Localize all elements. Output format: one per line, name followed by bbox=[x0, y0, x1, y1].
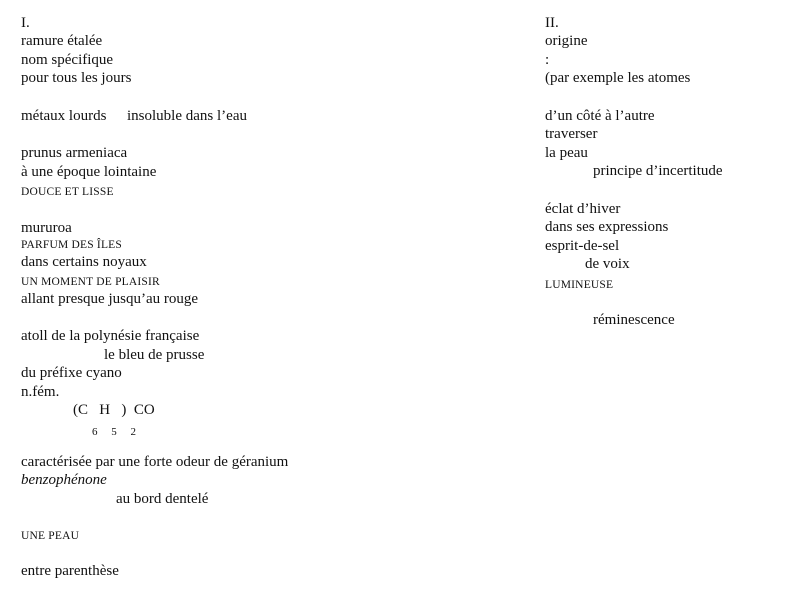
poem-line: à une époque lointaine bbox=[21, 164, 157, 180]
poem-line: n.fém. bbox=[21, 384, 60, 400]
poem-line-caps: UNE PEAU bbox=[21, 530, 80, 542]
poem-line: d’un côté à l’autre bbox=[545, 108, 655, 124]
poem-line: atoll de la polynésie française bbox=[21, 328, 200, 344]
poem-line-italic: benzophénone bbox=[21, 472, 107, 488]
poem-line: : bbox=[545, 52, 550, 68]
poem-line: éclat d’hiver bbox=[545, 201, 621, 217]
poem-line-caps: UN MOMENT DE PLAISIR bbox=[21, 276, 160, 288]
poem-line-caps: LUMINEUSE bbox=[545, 279, 614, 291]
poem-line: traverser bbox=[545, 126, 598, 142]
poem-line: du préfixe cyano bbox=[21, 365, 122, 381]
poem-line: insoluble dans l’eau bbox=[127, 108, 247, 124]
poem-line: dans ses expressions bbox=[545, 219, 669, 235]
poem-line: dans certains noyaux bbox=[21, 254, 147, 270]
chemical-formula: (C H ) CO bbox=[73, 402, 155, 418]
poem-line: prunus armeniaca bbox=[21, 145, 128, 161]
poem-line: pour tous les jours bbox=[21, 70, 132, 86]
poem-line-caps: DOUCE ET LISSE bbox=[21, 186, 114, 198]
poem-line: mururoa bbox=[21, 220, 72, 236]
poem-line: réminescence bbox=[593, 312, 675, 328]
poem-line: esprit-de-sel bbox=[545, 238, 620, 254]
section-heading: II. bbox=[545, 15, 559, 31]
formula-subscripts: 6 5 2 bbox=[92, 426, 136, 438]
poem-line: entre parenthèse bbox=[21, 563, 119, 579]
poem-line: métaux lourds bbox=[21, 108, 107, 124]
poem-line: caractérisée par une forte odeur de géranium bbox=[21, 454, 289, 470]
poem-line: origine bbox=[545, 33, 588, 49]
poem-line: allant presque jusqu’au rouge bbox=[21, 291, 199, 307]
poem-line-caps: PARFUM DES ÎLES bbox=[21, 239, 122, 251]
poem-line: nom spécifique bbox=[21, 52, 114, 68]
poem-line: principe d’incertitude bbox=[593, 163, 723, 179]
poem-line: le bleu de prusse bbox=[104, 347, 205, 363]
poem-line: au bord dentelé bbox=[116, 491, 209, 507]
poem-line: la peau bbox=[545, 145, 588, 161]
poem-line: (par exemple les atomes bbox=[545, 70, 691, 86]
poem-line: ramure étalée bbox=[21, 33, 103, 49]
section-heading: I. bbox=[21, 15, 30, 31]
poem-line: de voix bbox=[585, 256, 630, 272]
